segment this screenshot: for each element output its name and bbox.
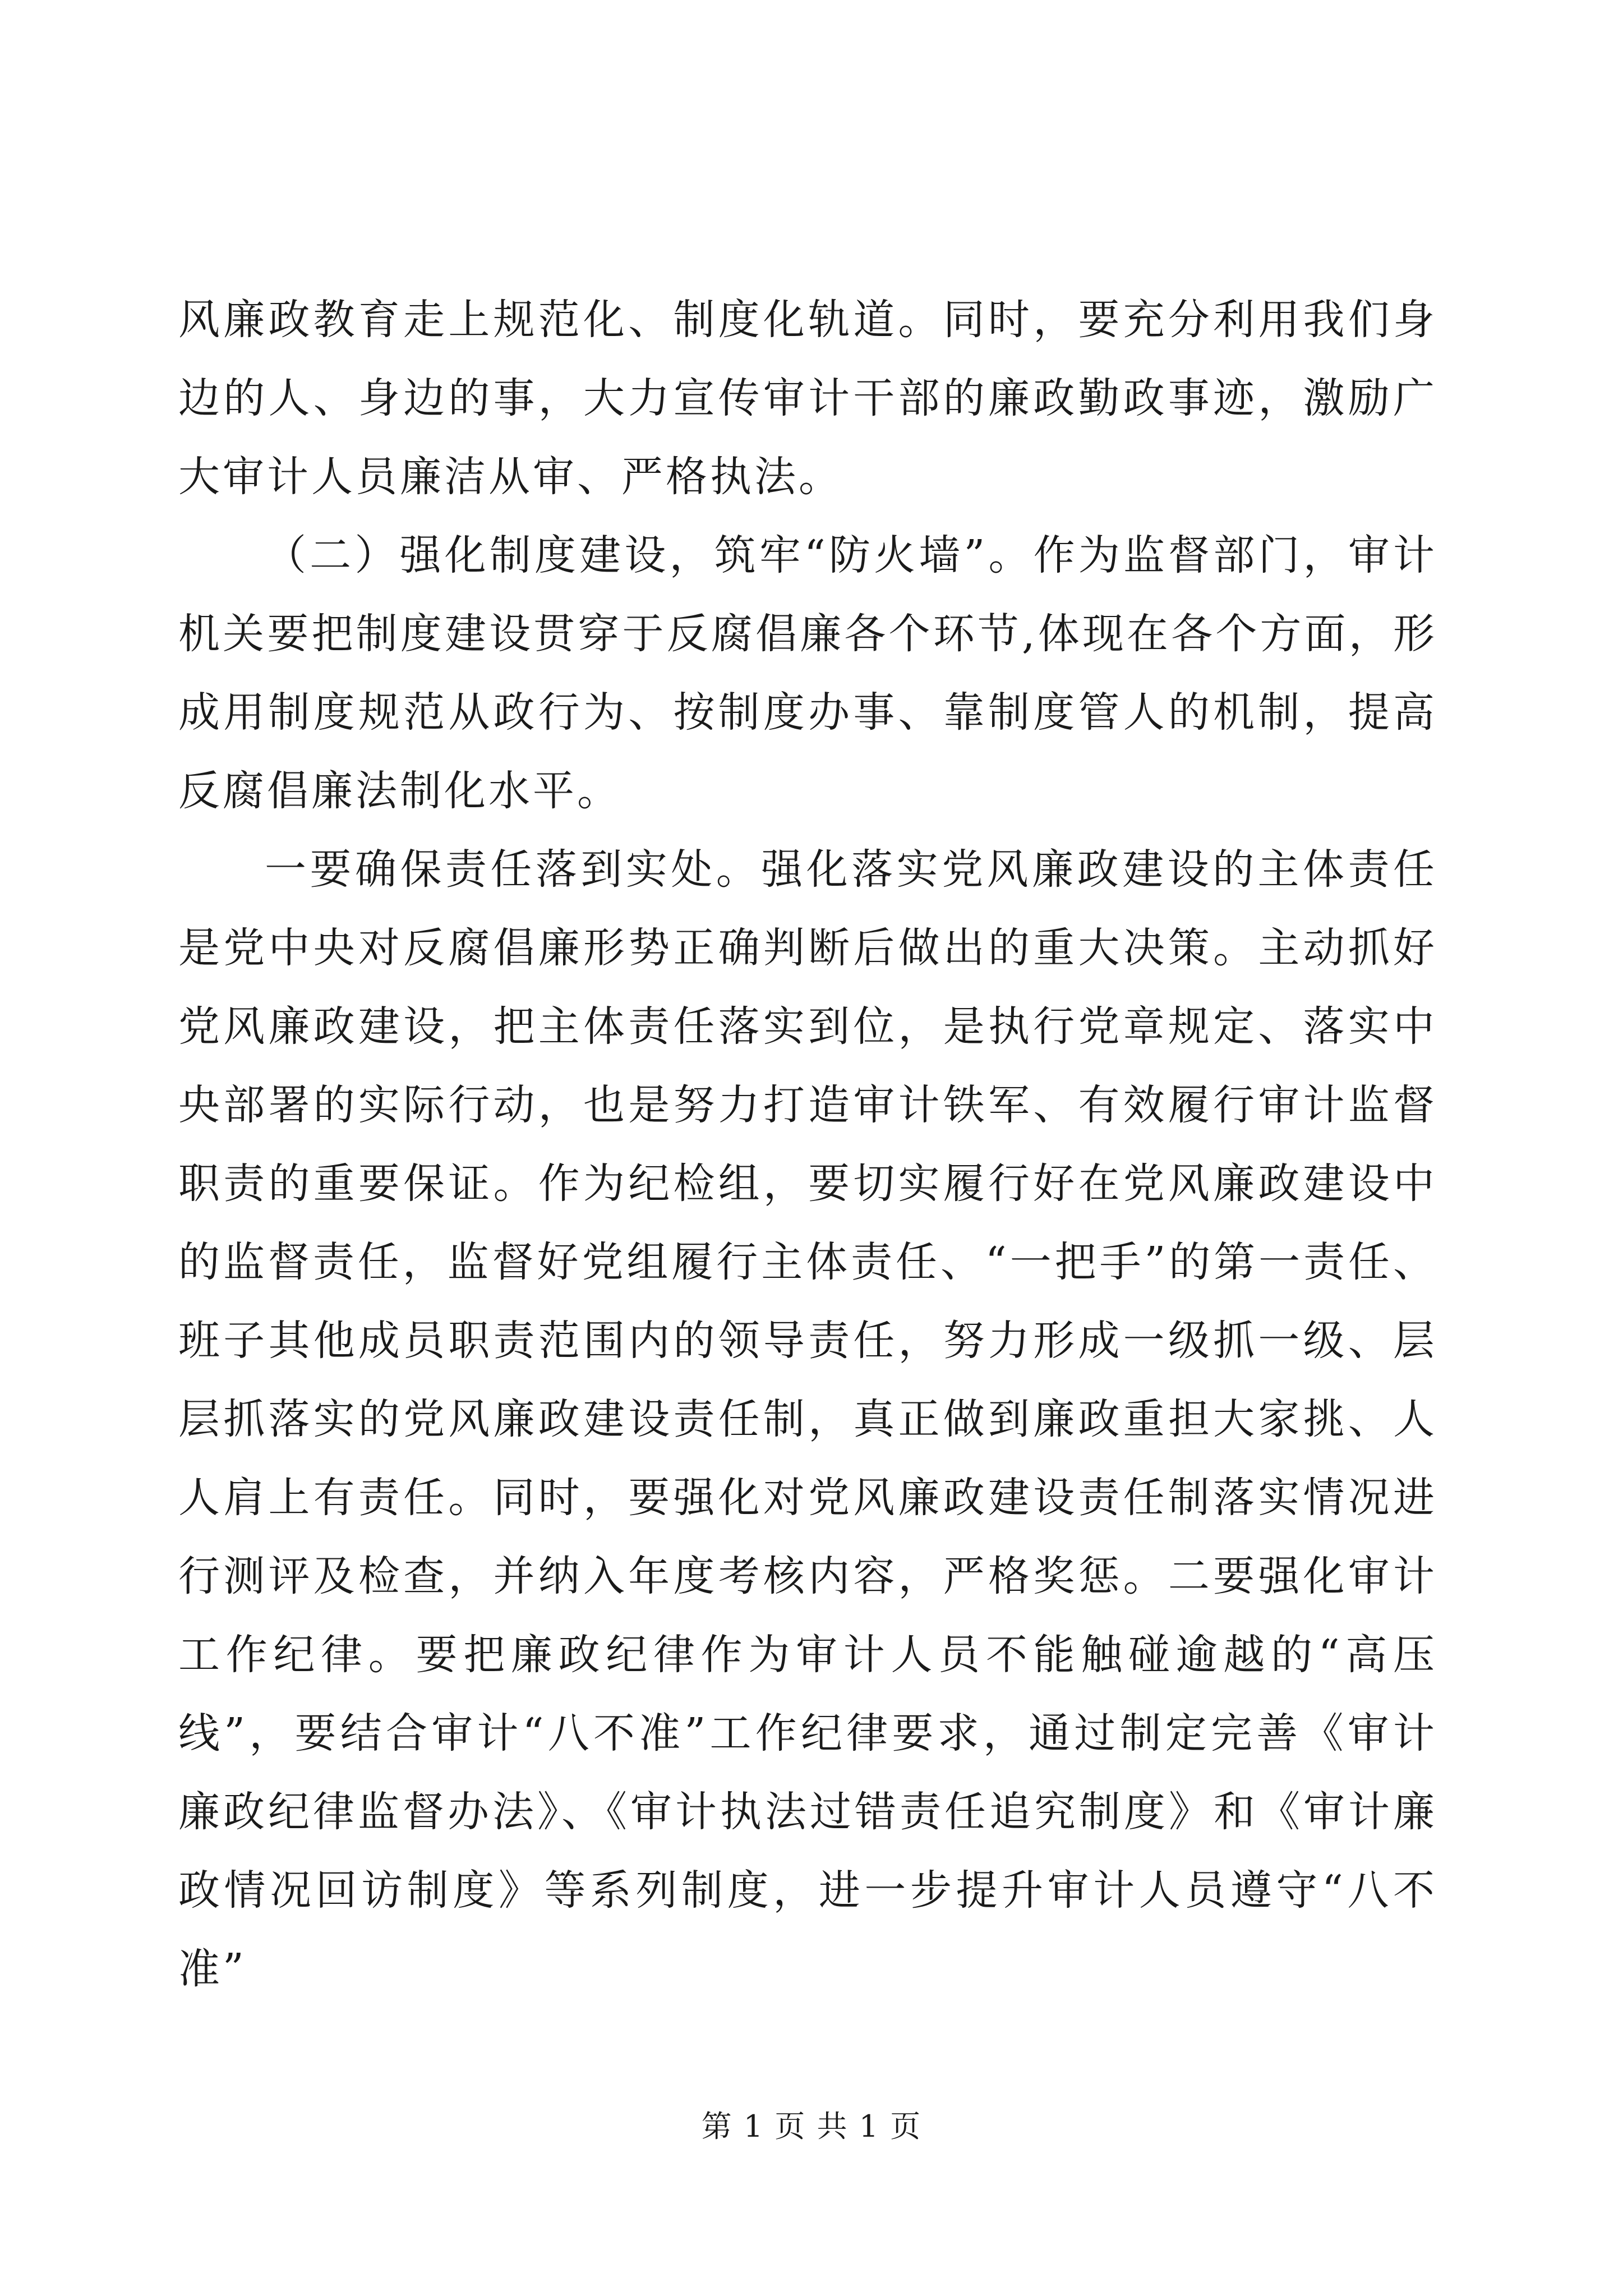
page-footer: 第 1 页 共 1 页 xyxy=(701,2109,922,2144)
paragraph-3: 一要确保责任落到实处。强化落实党风廉政建设的主体责任是党中央对反腐倡廉形势正确判断后做出的重大决策。主动抓好党风廉政建设，把主体责任落实到位，是执行党章规定、落实中央部署的实际行动，也是努力打造审计铁军、有效履行审计监督职责的重要保证。作为纪检组，要切实履行好在党风廉政建设中的监督责任，监督好党组履行主体责任、“一把手”的第一责任、班子其他成员职责范围内的领导责任，努力形成一级抓一级、层层抓落实的党风廉政建设责任制，真正做到廉政重担大家挑、人人肩上有责任。同时，要强化对党风廉政建设责任制落实情况进行测评及检查，并纳入年度考核内容，严格奖惩。二要强化审计工作纪律。要把廉政纪律作为审计人员不能触碰逾越的“高压线”，要结合审计“八不准”工作纪律要求，通过制定完善《审计廉政纪律监督办法》、《审计执法过错责任追究制度》和《审计廉政情况回访制度》等系列制度，进一步提升审计人员遵守“八不准” xyxy=(178,845,1437,1993)
document-body xyxy=(178,280,1437,2008)
paragraph-1: 风廉政教育走上规范化、制度化轨道。同时，要充分利用我们身边的人、身边的事，大力宣传审计干部的廉政勤政事迹，激励广大审计人员廉洁从审、严格执法。 xyxy=(178,296,1437,501)
paragraph-2: （二）强化制度建设，筑牢“防火墙”。作为监督部门，审计机关要把制度建设贯穿于反腐倡廉各个环节,体现在各个方面，形成用制度规范从政行为、按制度办事、靠制度管人的机制，提高反腐倡廉法制化水平。 xyxy=(178,531,1437,815)
